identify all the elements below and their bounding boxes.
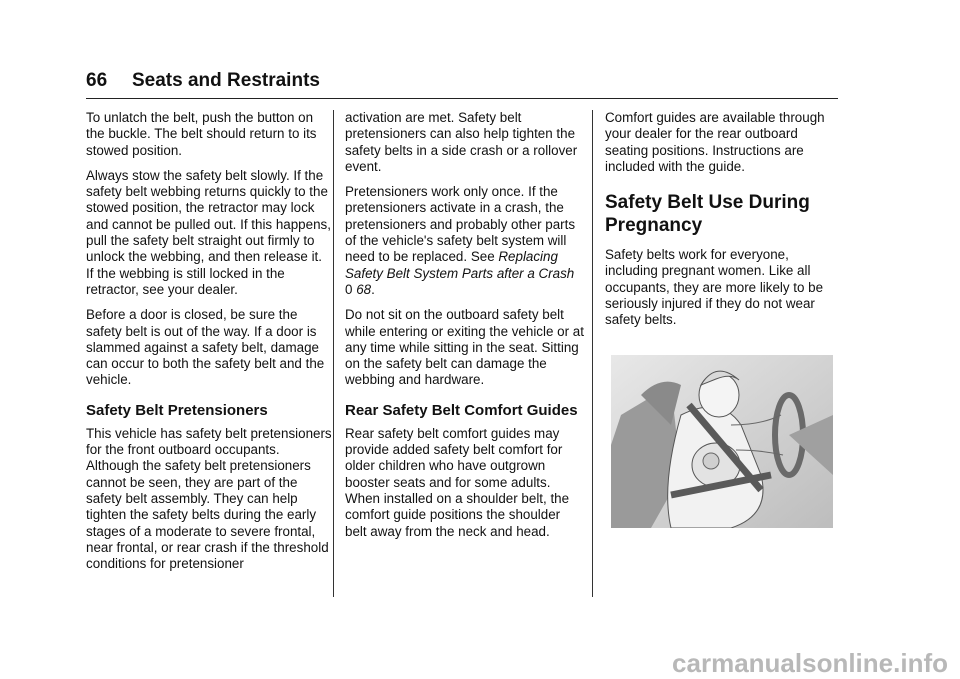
column-divider [333,110,334,597]
page-number: 66 [86,70,108,91]
section-title: Seats and Restraints [132,70,320,91]
paragraph [345,184,585,298]
cross-reference-link[interactable]: Replacing Safety Belt System Parts after a Crash [345,249,575,281]
paragraph: activation are met. Safety belt pretensioners can also help tighten the safety belts in a side crash or a rollover event. [345,110,578,174]
column-divider [592,110,593,597]
page-ref-arrow-icon: 0 [345,281,353,297]
heading-comfort-guides: Rear Safety Belt Comfort Guides [345,401,578,419]
heading-pregnancy: Safety Belt Use During Pregnancy [605,192,810,237]
pregnant-occupant-illustration [611,355,833,528]
heading-pretensioners: Safety Belt Pretensioners [86,401,268,419]
paragraph: This vehicle has safety belt pretensioners for the front outboard occupants. Although the safety belt pretensioners cannot be seen, they are part of the safety belt assembly. They can help tighten the safety belts during the early stages of a moderate to severe frontal, near frontal, or rear crash if the threshold conditions for pretensioner [86,425,332,572]
paragraph: Comfort guides are available through your dealer for the rear outboard seating positions. Instructions are included with the guide. [605,110,825,174]
paragraph: Before a door is closed, be sure the safety belt is out of the way. If a door is slammed against a safety belt, damage can occur to both the safety belt and the vehicle. [86,307,325,388]
column-3 [605,110,841,338]
page-header [86,70,838,99]
paragraph-end: . [371,281,375,297]
page-reference[interactable]: 68 [356,281,372,297]
column-2 [345,110,585,549]
paragraph: Safety belts work for everyone, including pregnant women. Like all occupants, they are more likely to be seriously injured if they do not wear safety belts. [605,247,824,328]
column-1 [86,110,332,581]
paragraph: Always stow the safety belt slowly. If the safety belt webbing returns quickly to the stowed position, the retractor may lock and cannot be pulled out. If this happens, pull the safety belt straight out firmly to unlock the webbing, and then release it. If the webbing is still locked in the retractor, see your dealer. [86,167,331,297]
paragraph-text: Pretensioners work only once. If the pretensioners activate in a crash, the pretensioners and probably other parts of the vehicle's safety belt system will need to be replaced. See [345,184,576,265]
paragraph: To unlatch the belt, push the button on the buckle. The belt should return to its stowed position. [86,110,317,158]
paragraph: Do not sit on the outboard safety belt while entering or exiting the vehicle or at any time while sitting in the seat. Sitting on the safety belt can damage the webbing and hardware. [345,307,584,388]
watermark: carmanualsonline.info [672,648,948,678]
paragraph: Rear safety belt comfort guides may provide added safety belt comfort for older children who have outgrown booster seats and for some adults. When installed on a shoulder belt, the comfort guide positions the shoulder belt away from the neck and head. [345,425,570,539]
